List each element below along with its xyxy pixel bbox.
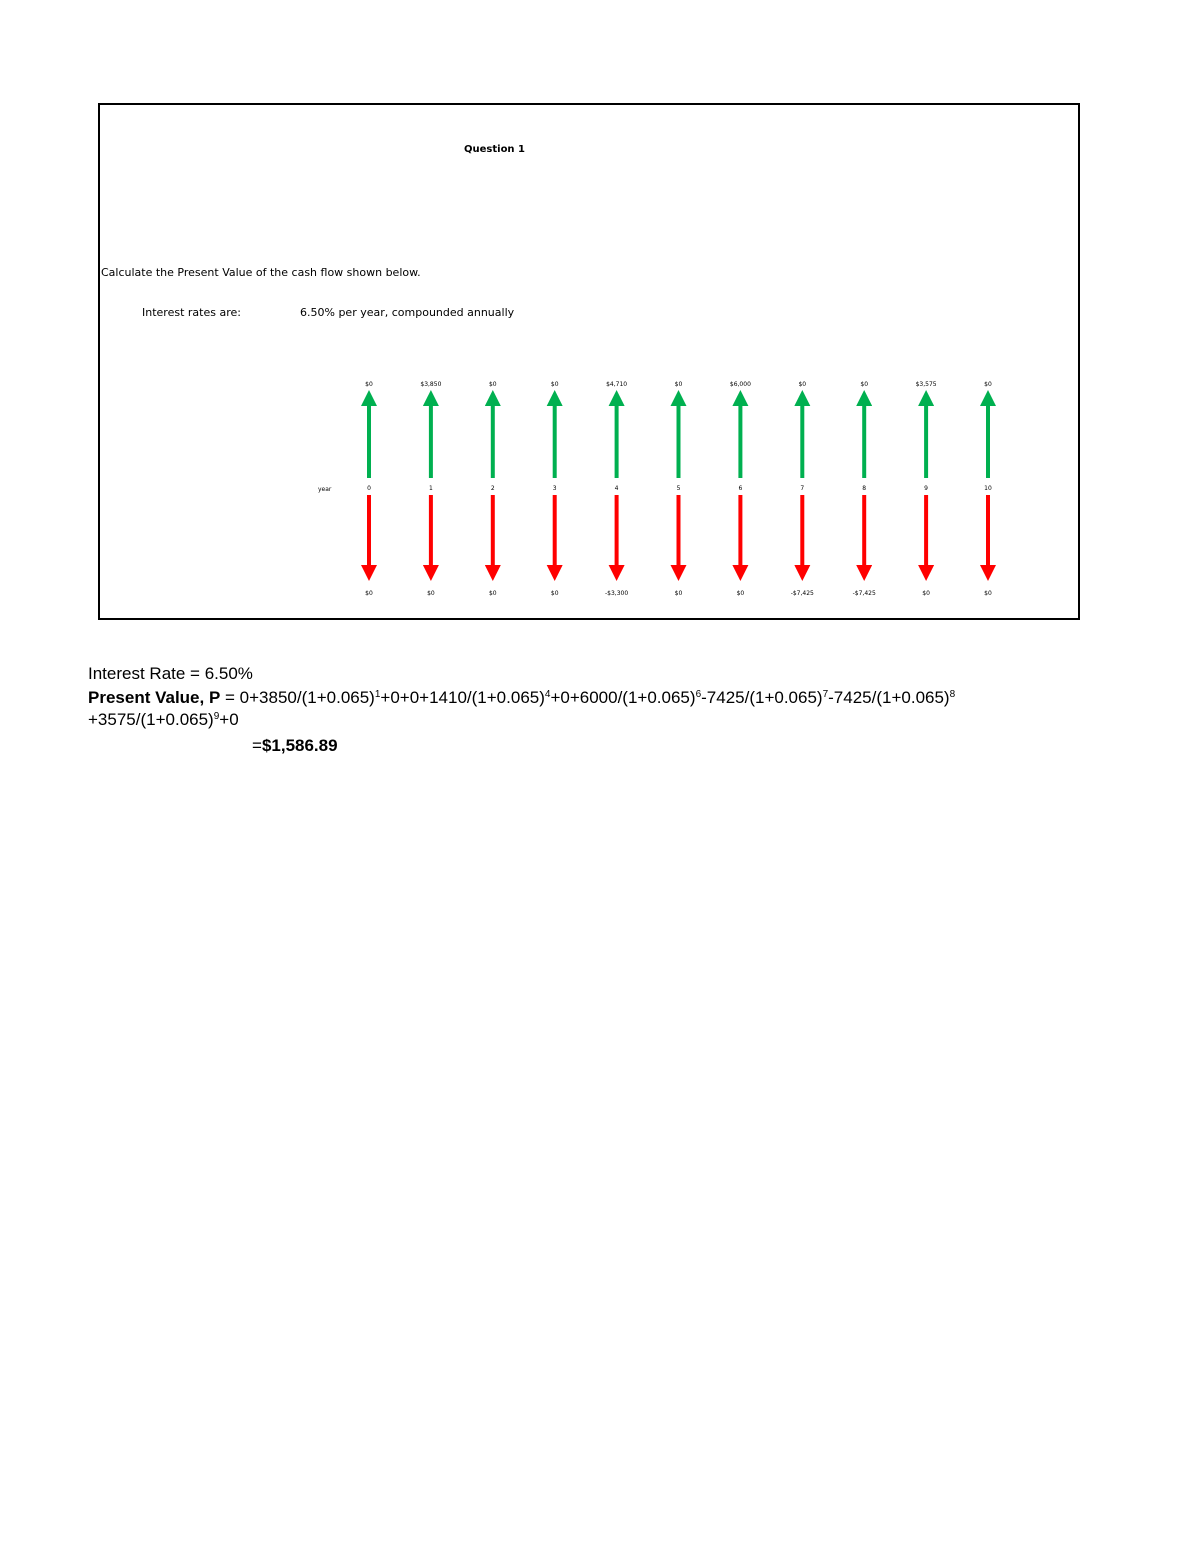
exponent: 6 <box>695 689 702 700</box>
expression-part: 0+3850/(1+0.065) <box>239 688 375 707</box>
interest-rate-label: Interest rates are: <box>142 306 241 319</box>
outflow-label: $0 <box>984 590 992 597</box>
inflow-label: $0 <box>798 381 807 388</box>
pv-expression <box>240 688 955 707</box>
outflow-label: $0 <box>365 590 373 597</box>
year-label: 8 <box>862 485 867 492</box>
interest-rate-line: Interest Rate = 6.50% <box>88 664 253 683</box>
expression-part: -7425/(1+0.065) <box>828 688 950 707</box>
present-value-line-continued <box>88 710 239 730</box>
inflow-label: $0 <box>365 381 373 388</box>
outflow-label: -$7,425 <box>790 590 814 597</box>
outflow-label: $0 <box>427 590 435 597</box>
year-label: 7 <box>800 485 805 492</box>
result-equals: = <box>252 736 262 755</box>
inflow-label: $0 <box>674 381 683 388</box>
year-label: 0 <box>367 485 371 492</box>
pv-expression-continued <box>88 710 239 729</box>
present-value-result-line <box>252 736 338 756</box>
year-label: 5 <box>676 485 681 492</box>
expression-part: +3575/(1+0.065) <box>88 710 214 729</box>
inflow-label: $4,710 <box>606 381 628 388</box>
year-label: 9 <box>924 485 929 492</box>
year-label: 1 <box>428 485 433 492</box>
outflow-label: $0 <box>550 590 559 597</box>
exponent: 8 <box>949 689 956 700</box>
outflow-label: $0 <box>488 590 497 597</box>
year-label: 3 <box>552 485 557 492</box>
exponent: 1 <box>374 689 381 700</box>
inflow-label: $0 <box>860 381 869 388</box>
expression-part: +0 <box>219 710 239 729</box>
outflow-label: $0 <box>674 590 683 597</box>
exponent: 4 <box>544 689 551 700</box>
expression-part: +0+0+1410/(1+0.065) <box>380 688 545 707</box>
inflow-label: $3,850 <box>420 381 442 388</box>
present-value-result: $1,586.89 <box>261 736 338 755</box>
year-label: 6 <box>738 485 743 492</box>
year-axis-label: year <box>318 486 332 493</box>
interest-rate-value: 6.50% per year, compounded annually <box>300 306 515 319</box>
outflow-label: $0 <box>922 590 930 597</box>
present-value-line <box>88 688 955 708</box>
cash-flow-diagram <box>0 0 1200 640</box>
inflow-label: $0 <box>550 381 559 388</box>
year-label: 10 <box>984 485 992 492</box>
outflow-label: -$3,300 <box>605 590 629 597</box>
exponent: 9 <box>213 711 220 722</box>
present-value-label: Present Value, P <box>88 688 221 707</box>
outflow-label: -$7,425 <box>852 590 876 597</box>
inflow-label: $3,575 <box>915 381 937 388</box>
exponent: 7 <box>822 689 829 700</box>
outflow-label: $0 <box>736 590 745 597</box>
instruction-text: Calculate the Present Value of the cash flow shown below. <box>101 266 421 279</box>
question-title: Question 1 <box>464 144 525 155</box>
year-label: 2 <box>490 485 495 492</box>
inflow-label: $6,000 <box>729 381 751 388</box>
year-label: 4 <box>614 485 619 492</box>
expression-part: -7425/(1+0.065) <box>701 688 823 707</box>
inflow-label: $0 <box>984 381 992 388</box>
inflow-label: $0 <box>488 381 497 388</box>
expression-part: +0+6000/(1+0.065) <box>550 688 696 707</box>
equals-sign: = <box>220 688 240 707</box>
